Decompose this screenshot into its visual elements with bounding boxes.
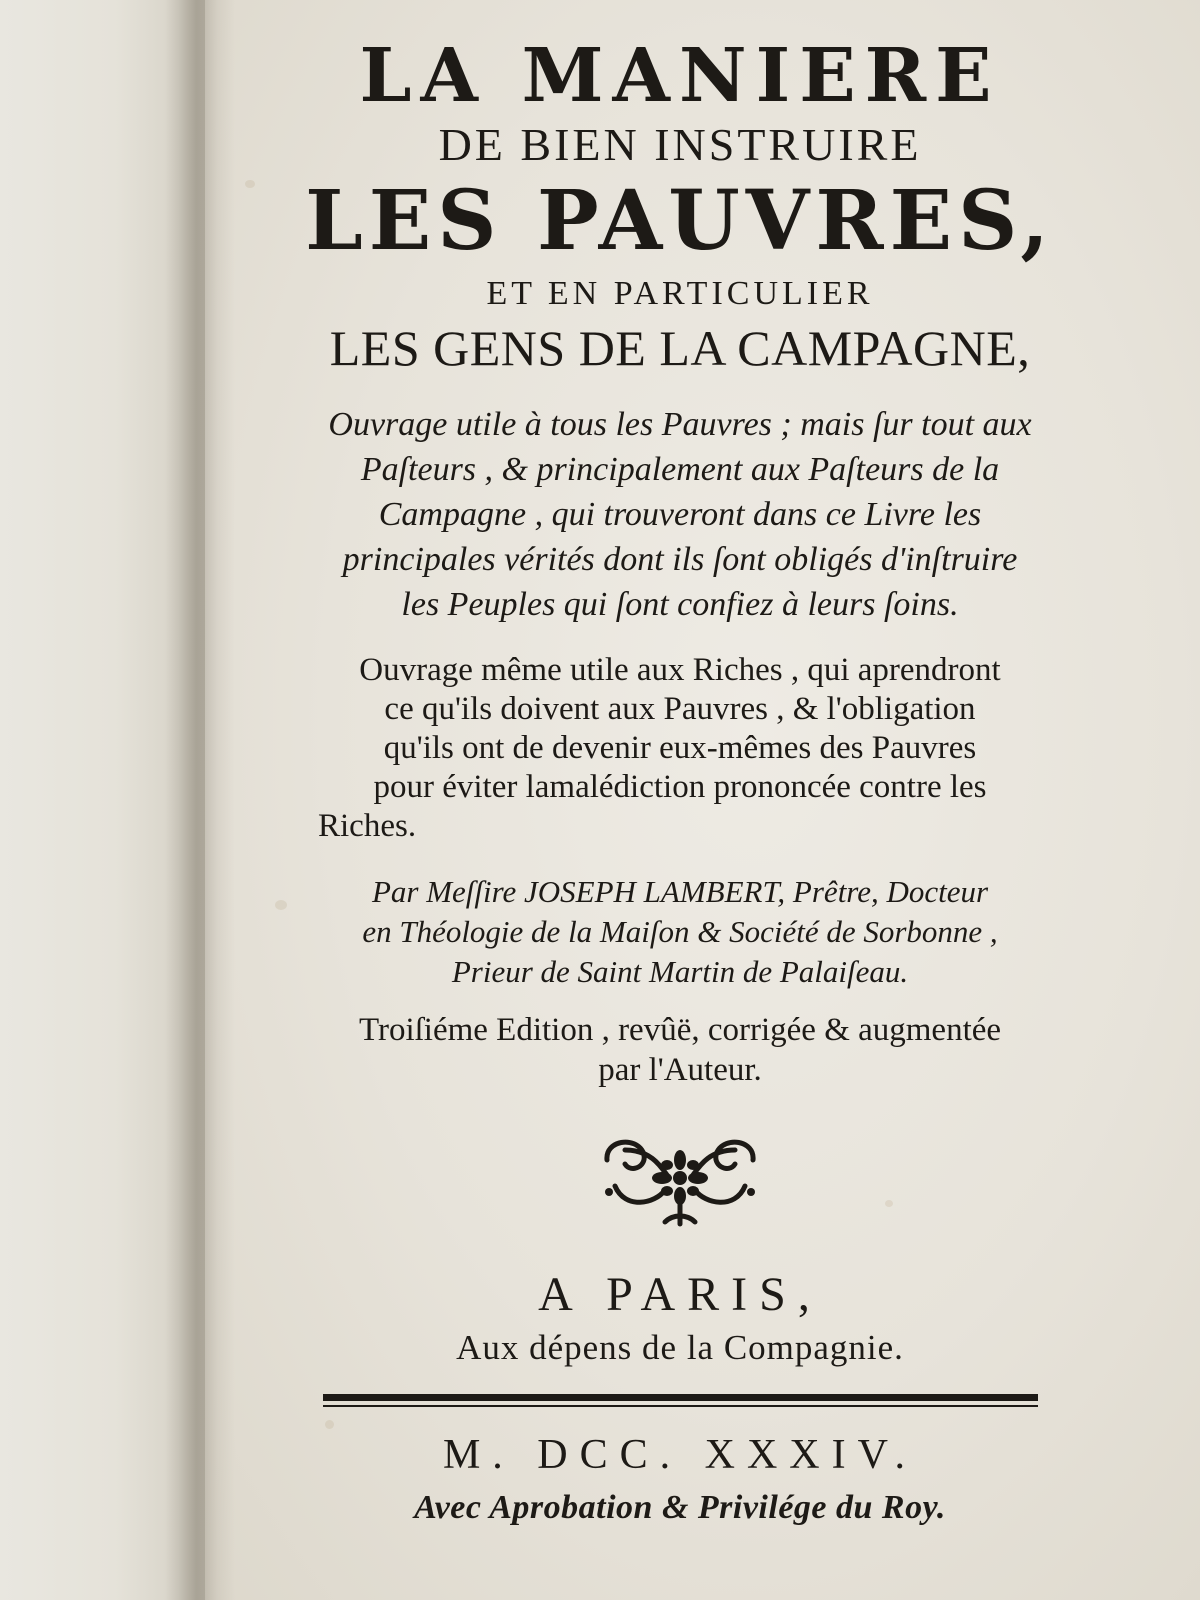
description-line: Campagne , qui trouveront dans ce Livre les [378,496,982,533]
author-paragraph [250,872,1110,992]
title-line-les-pauvres: LES PAUVRES, [305,173,1055,269]
imprint-place: A PARIS, [538,1268,822,1321]
royal-privilege-note: Avec Aprobation & Privilége du Roy. [414,1489,946,1526]
author-line: Prieur de Saint Martin de Palaiſeau. [451,954,909,989]
author-line: en Théologie de la Maiſon & Société de Sorbonne , [362,914,998,949]
riches-line: pour éviter lamalédiction prononcée contre les [373,769,987,805]
riches-line: Riches. [318,808,417,844]
description-paragraph [250,402,1110,627]
description-line: Ouvrage utile à tous les Pauvres ; mais ſur tout aux [328,406,1032,443]
imprint-publisher: Aux dépens de la Compagnie. [456,1328,904,1367]
edition-paragraph [250,1010,1110,1090]
title-page-text [250,30,1110,1533]
description-line: Paſteurs , & principalement aux Paſteurs de la [360,451,1000,488]
fleuron-ornament-icon [595,1130,765,1230]
author-line: Par Meſſire JOSEPH LAMBERT, Prêtre, Docteur [371,874,989,909]
edition-line: Troiſiéme Edition , revûë, corrigée & augmentée [358,1012,1002,1048]
edition-line: par l'Auteur. [598,1052,762,1088]
imprint-date: M. DCC. XXXIV. [442,1432,918,1478]
gutter-shadow [165,0,235,1600]
title-line-la-maniere: LA MANIERE [359,33,1001,119]
rule-thin [323,1405,1038,1407]
title-line-et-en-particulier: ET EN PARTICULIER [486,275,874,312]
riches-line: Ouvrage même utile aux Riches , qui aprendront [359,652,1001,688]
riches-line: ce qu'ils doivent aux Pauvres , & l'obligation [384,691,976,727]
description-line: principales vérités dont ils ſont obligés d'inſtruire [342,541,1018,578]
riches-paragraph [250,651,1110,846]
description-line: les Peuples qui ſont confiez à leurs ſoins. [401,586,959,623]
rule-thick [323,1394,1038,1401]
double-rule-divider [323,1394,1038,1407]
title-line-de-bien-instruire: DE BIEN INSTRUIRE [438,119,922,170]
riches-line: qu'ils ont de devenir eux-mêmes des Pauvres [383,730,977,766]
title-line-les-gens-de-la-campagne: LES GENS DE LA CAMPAGNE, [329,320,1031,376]
